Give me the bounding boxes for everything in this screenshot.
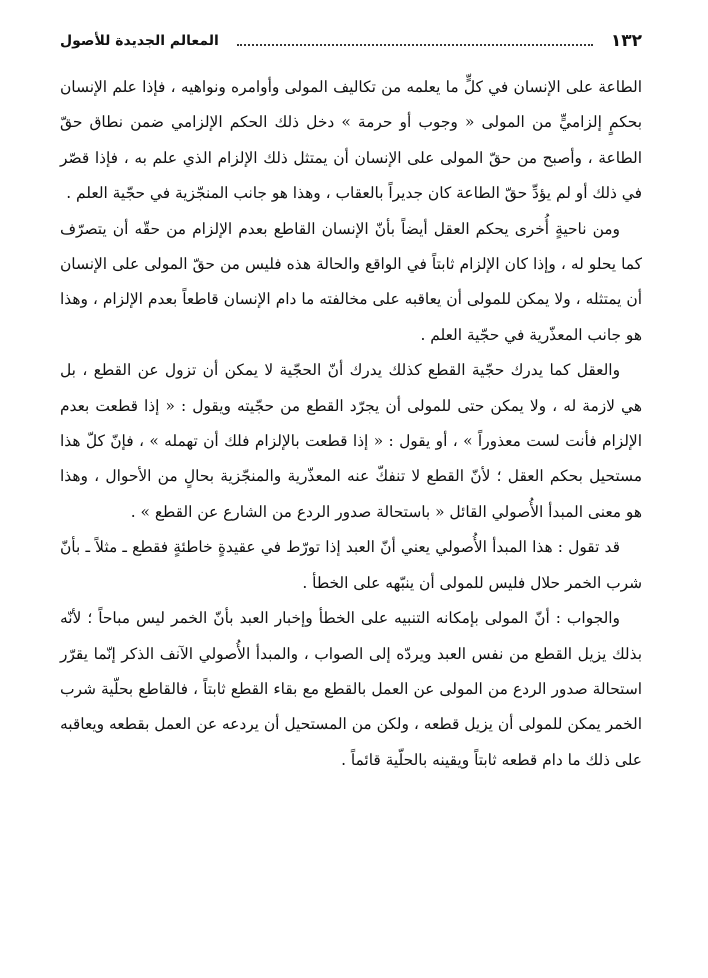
book-title: المعالم الجديدة للأصول bbox=[60, 33, 219, 49]
paragraph: ومن ناحيةٍ أُخرى يحكم العقل أيضاً بأنّ الإنسان القاطع بعدم الإلزام من حقّه أن يتصرّف كما يحلو له ، وإذا كان الإلزام ثابتاً في الواقع والحالة هذه فليس من حقّ المولى على الإنسان أن يمتثله ، ولا يمكن للمولى أن يعاقبه على مخالفته ما دام الإنسان قاطعاً بعدم الإلزام ، وهذا هو جانب المعذّرية في حجّية العلم . bbox=[60, 219, 642, 344]
paragraph: والعقل كما يدرك حجّية القطع كذلك يدرك أنّ الحجّية لا يمكن أن تزول عن القطع ، بل هي لازمة له ، ولا يمكن حتى للمولى أن يجرّد القطع من حجّيته ويقول : « إذا قطعت بعدم الإلزام فأنت لست معذوراً » ، أو يقول : « إذا قطعت بالإلزام فلك أن تهمله » ، فإنّ كلّ هذا مستحيل بحكم العقل ؛ لأنّ القطع لا تنفكّ عنه المعذّرية والمنجّزية بحالٍ من الأحوال ، وهذا هو معنى المبدأ الأُصولي القائل « باستحالة صدور الردع من الشارع عن القطع » . bbox=[60, 361, 642, 521]
body-text bbox=[60, 70, 642, 778]
paragraph: قد تقول : هذا المبدأ الأُصولي يعني أنّ العبد إذا تورّط في عقيدةٍ خاطئةٍ فقطع ـ مثلاً ـ بأنّ شرب الخمر حلال فليس للمولى أن ينبّهه على الخطأ . bbox=[60, 538, 642, 592]
running-header bbox=[60, 24, 642, 58]
paragraph: والجواب : أنّ المولى بإمكانه التنبيه على الخطأ وإخبار العبد بأنّ الخمر ليس مباحاً ؛ لأنّه بذلك يزيل القطع من نفس العبد ويردّه إلى الصواب ، والمبدأ الأُصولي الآنف الذكر إنّما يقرّر استحالة صدور الردع من المولى عن العمل بالقطع مع بقاء القطع ثابتاً ، فالقاطع بحلّية شرب الخمر يمكن للمولى أن يزيل قطعه ، ولكن من المستحيل أن يردعه عن العمل بقطعه ويعاقبه على ذلك ما دام قطعه ثابتاً ويقينه بالحلّية قائماً . bbox=[60, 609, 642, 769]
dotted-leader bbox=[237, 44, 593, 46]
paragraph: الطاعة على الإنسان في كلٍّ ما يعلمه من تكاليف المولى وأوامره ونواهيه ، فإذا علم الإنسان بحكمٍ إلزاميٍّ من المولى « وجوب أو حرمة » دخل ذلك الحكم الإلزامي ضمن نطاق حقّ الطاعة ، وأصبح من حقّ المولى على الإنسان أن يمتثل ذلك الإلزام الذي علم به ، فإذا قصّر في ذلك أو لم يؤدِّ حقّ الطاعة كان جديراً بالعقاب ، وهذا هو جانب المنجّزية في حجّية العلم . bbox=[60, 78, 642, 203]
page-number: ١٣٢ bbox=[610, 31, 642, 51]
